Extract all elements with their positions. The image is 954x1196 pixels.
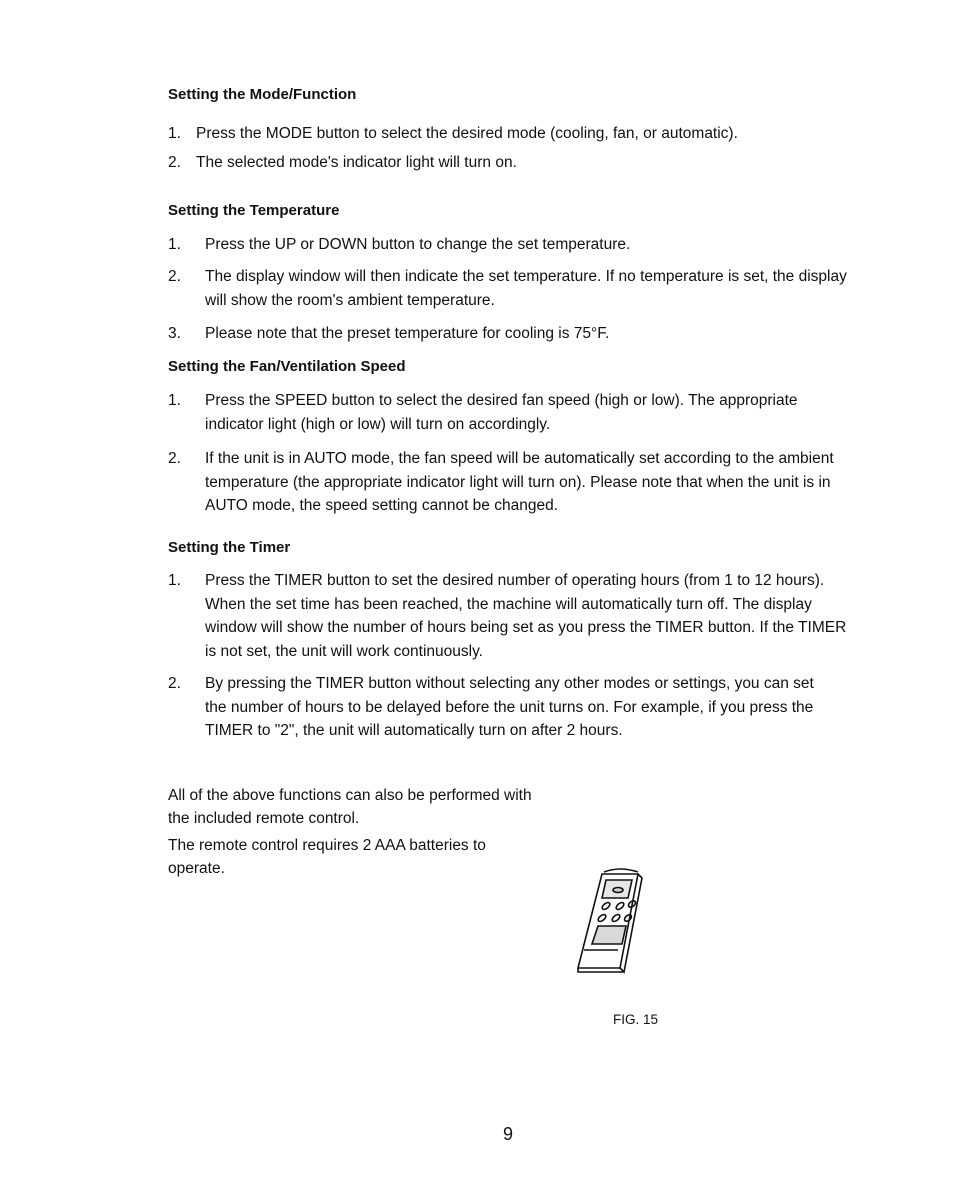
item-number: 2.: [168, 154, 181, 171]
item-number: 1.: [168, 125, 181, 142]
item-number: 1.: [168, 572, 181, 589]
section-heading-timer: Setting the Timer: [168, 539, 291, 556]
figure-caption: FIG. 15: [613, 1012, 659, 1027]
section-heading-fan-speed: Setting the Fan/Ventilation Speed: [168, 358, 406, 375]
item-text: Press the MODE button to select the desired mode (cooling, fan, or automatic).: [196, 125, 738, 142]
item-text: The selected mode's indicator light will turn on.: [196, 154, 517, 171]
section-heading-mode: Setting the Mode/Function: [168, 86, 357, 103]
item-number: 2.: [168, 268, 181, 285]
section-heading-temperature: Setting the Temperature: [168, 202, 340, 219]
item-number: 2.: [168, 675, 181, 692]
item-text: The display window will then indicate the set temperature. If no temperature is set, the display will show the room's ambient temperature.: [205, 268, 847, 309]
battery-note: The remote control requires 2 AAA batteries to operate.: [168, 837, 486, 877]
item-text: If the unit is in AUTO mode, the fan speed will be automatically set according to the ambient temperature (the appropriate indicator light will turn on). Please note that when the unit is in AUTO mode, the speed setting cannot be changed.: [205, 450, 834, 514]
item-text: Please note that the preset temperature for cooling is 75°F.: [205, 325, 610, 342]
item-text: Press the TIMER button to set the desired number of operating hours (from 1 to 12 hours). When the set time has been reached, the machine will automatically turn off. The display window will show the number of hours being set as you press the TIMER button. If the TIMER is not set, the unit will work continuously.: [205, 572, 847, 660]
remote-note: All of the above functions can also be performed with the included remote control.: [168, 787, 532, 827]
page-number: 9: [503, 1124, 514, 1144]
item-number: 3.: [168, 325, 181, 342]
remote-control-icon: [572, 868, 652, 976]
item-number: 2.: [168, 450, 181, 467]
item-text: Press the SPEED button to select the desired fan speed (high or low). The appropriate indicator light (high or low) will turn on accordingly.: [205, 392, 798, 433]
item-text: By pressing the TIMER button without selecting any other modes or settings, you can set the number of hours to be delayed before the unit turns on. For example, if you press the TIMER to "2", the unit will automatically turn on after 2 hours.: [205, 675, 814, 739]
item-number: 1.: [168, 392, 181, 409]
item-number: 1.: [168, 236, 181, 253]
item-text: Press the UP or DOWN button to change the set temperature.: [205, 236, 631, 253]
